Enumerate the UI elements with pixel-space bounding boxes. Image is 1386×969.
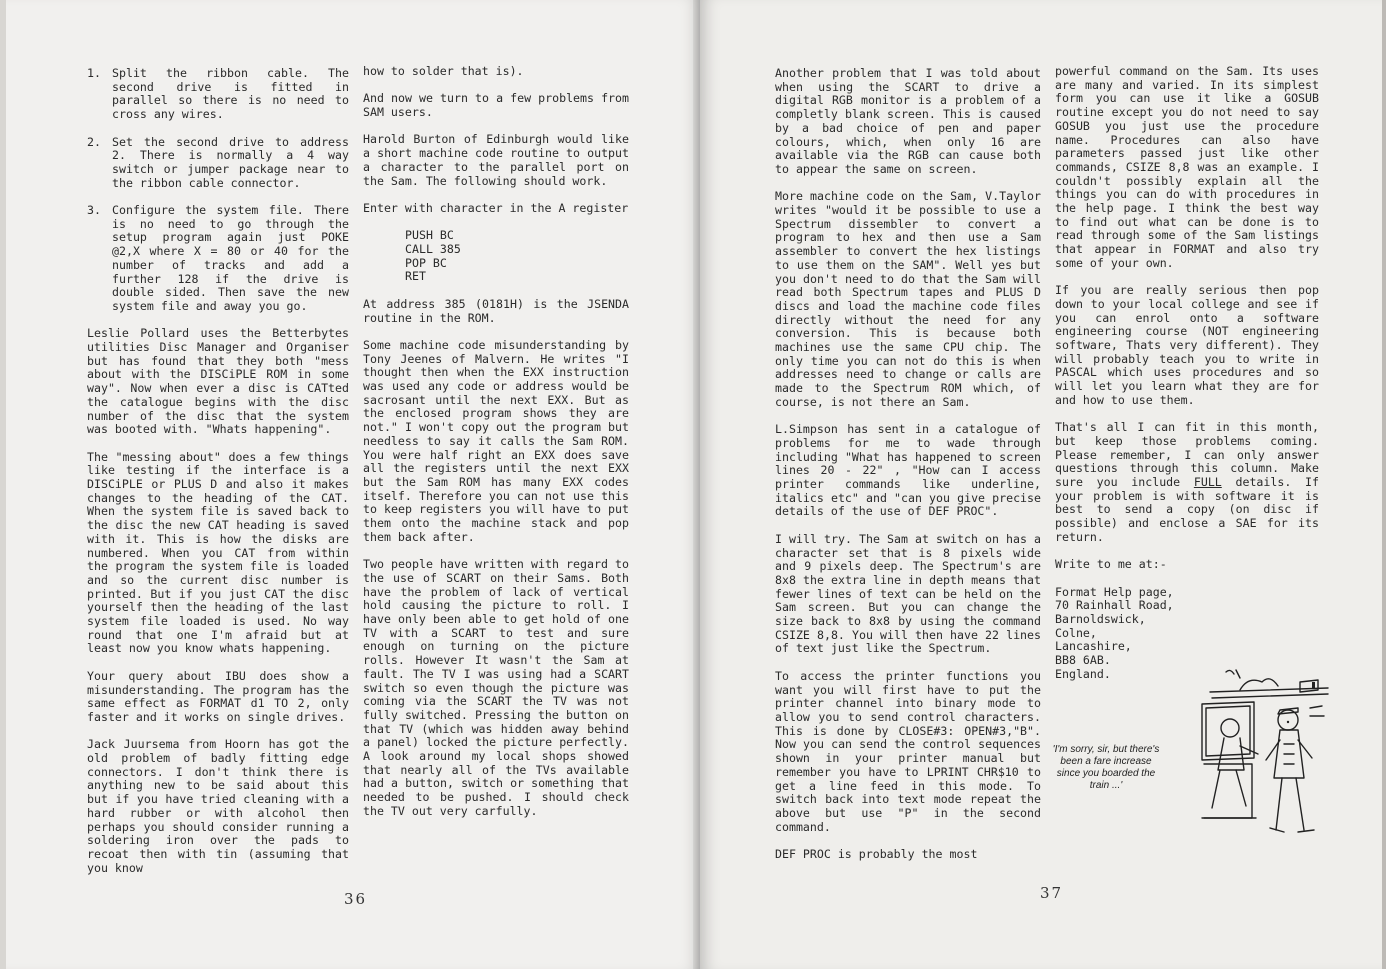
paragraph: The "messing about" does a few things like testing if the interface is a DISCiPLE or PLUS D and also it makes changes to the heading of the CAT. When the system file is saved back to the disc the new CAT heading is saved with it. This is how the disks are numbered. When you CAT from within the program the system file is loaded and so the current disc number is printed. But if you just CAT the disc yourself then the heading of the last system file loaded is used. No way round that one I'm afraid but at least now you know whats happening. [87,449,349,656]
address-line: Colne, [1055,625,1097,640]
page-number: 36 [344,890,368,908]
list-item: 3. Configure the system file. There is no need to go through the setup program again just POKE @2,X where X = 80 or 40 for the number of tracks and add a further 128 if the drive is double sided. Then save the new system file and away you go. [87,203,349,313]
address-line: England. [1055,666,1111,681]
paragraph: how to solder that is). [363,64,524,78]
code-line: POP BC [405,255,447,270]
address-line: Format Help page, [1055,584,1174,599]
address-line: BB8 6AB. [1055,653,1111,668]
page-edge [0,0,6,969]
paragraph: Your query about IBU does show a misunderstanding. The program has the same effect as FORMAT d1 TO 2, only faster and it works on single drives. [87,668,349,724]
paragraph: If you are really serious then pop down to your local college and see if you can enrol onto a software engineering course (NOT engineering software, Thats very different). They will probably teach you to write in PASCAL which uses procedures and so will let you learn what they are for and how to use them. [1055,283,1319,407]
list-item: 2. Set the second drive to address 2. There is normally a 4 way switch or jumper package near to the ribbon cable connector. [87,134,349,190]
address-line: Lancashire, [1055,639,1132,654]
code-line: PUSH BC [405,228,454,243]
cartoon-caption: 'I'm sorry, sir, but there's been a fare increase since you boarded the train ...' [1052,744,1160,791]
code-line: CALL 385 [405,242,461,257]
setup-steps-list [87,67,349,314]
paragraph: More machine code on the Sam, V.Taylor writes "would it be possible to use a Spectrum dissembler to convert a program to hex and then use a Sam assembler to convert the hex listings to use them on the SAM". Well yes but you don't need to do that the Sam will read both Spectrum tapes and PLUS D discs and load the machine code files directly without the need for any conversion. This is because both machines use the same CPU chip. The only time you can not do this is when addresses need to change or calls are made to the Spectrum ROM which, of course, is not there an Sam. [775,189,1041,409]
paragraph: And now we turn to a few problems from SAM users. [363,91,629,120]
left-column-2 [363,65,629,832]
code-line: RET [405,269,426,284]
paragraph: Two people have written with regard to the use of SCART on their Sams. Both have the problem of lack of vertical hold causing the picture to roll. I have only been able to get hold of one TV with a SCART to test and sure enough on turning on the picture rolls. However It wasn't the Sam at fault. The TV I was using had a SCART switch so even though the picture was coming via the SCART the TV was not fully switched. Pressing the button on that TV (which was hidden away behind a panel) locked the picture perfectly. A look around my local shops showed that nearly all of the TVs available had a button, switch or something that needed to be pushed. I should check the TV out very carfully. [363,557,629,818]
page-number: 37 [1040,884,1064,902]
paragraph: Jack Juursema from Hoorn has got the old problem of badly fitting edge connectors. I don't think there is anything new to be said about this but if you have tried cleaning with a hard rubber or with alcohol then perhaps you should consider running a soldering iron over the pads to recoat then with tin (assuming that you know [87,737,349,875]
paragraph: Leslie Pollard uses the Betterbytes utilities Disc Manager and Organiser but has found that they both "mess about with the DISCiPLE ROM in some way". Now when ever a disc is CATted the catalogue begins with the disc number of the disc that the system was booted with. "Whats happening". [87,326,349,437]
paragraph: To access the printer functions you want you will first have to put the printer channel into binary mode to allow you to send control characters. This is done by CLOSE#3: OPEN#3,"B". Now you can send the control sequences shown in your printer manual but remember you have to LPRINT CHR$10 to get a line feed in this mode. To switch back into text mode repeat the above but use "P" in the second command. [775,668,1041,834]
paragraph: DEF PROC is probably the most [775,847,978,861]
underlined-word: FULL [1193,475,1222,490]
code-listing [363,229,629,284]
left-column-1 [87,67,349,889]
list-item: 1. Split the ribbon cable. The second drive is fitted in parallel so there is no need to cross any wires. [87,66,349,122]
paragraph: powerful command on the Sam. Its uses are many and varied. In its simplest form you can use it like a GOSUB routine except you do not need to say GOSUB you just use the procedure name. Procedures can also have parameters passed just like other commands, CSIZE 8,8 was an example. I couldn't possibly explain all the things you can do with procedures in the help page. I think the best way to find out what can be done is to read through some of the Sam listings that appear in FORMAT and also try some of your own. [1055,64,1319,270]
paragraph: Harold Burton of Edinburgh would like a short machine code routine to output a character to the parallel port on the Sam. The following should work. [363,132,629,188]
paragraph: At address 385 (0181H) is the JSENDA routine in the ROM. [363,296,629,325]
train-cartoon-illustration [1200,668,1332,844]
page-edge [1382,0,1386,969]
paragraph: Enter with character in the A register [363,200,629,215]
address-line: Barnoldswick, [1055,612,1146,627]
right-column-2 [1055,65,1319,682]
paragraph: L.Simpson has sent in a catalogue of problems for me to wade through including "What has happened to screen lines 20 - 22" , "How can I access printer commands like underline, italics etc" and "can you give precise details of the use of DEF PROC". [775,422,1041,519]
paragraph: Some machine code misunderstanding by Tony Jeenes of Malvern. He writes "I thought then when the EXX instruction was used any code or address would be sacrosant until the next EXX. But as the enclosed program shows they are not." I won't copy out the program but needless to say it calls the Sam ROM. You were half right an EXX does save all the registers until the next EXX but the Sam ROM has many EXX codes itself. Therefore you can not use this to keep registers you will have to put them onto the machine stack and pop them back after. [363,337,629,544]
address-line: 70 Rainhall Road, [1055,598,1174,613]
paragraph: I will try. The Sam at switch on has a character set that is 8 pixels wide and 9 pixels deep. The Spectrum's are 8x8 the extra line in depth means that fewer lines of text can be held on the Sam screen. But you can change the size back to 8x8 by using the command CSIZE 8,8. You will then have 22 lines of text just like the Spectrum. [775,531,1041,656]
right-column-1 [775,67,1041,875]
write-to-label: Write to me at:- [1055,557,1167,572]
paragraph: That's all I can fit in this month, but keep those problems coming. Please remember, I can only answer questions through this column. Make sure you include FULL details. If your problem is with software it is best to send a copy (on disc if possible) and enclose a SAE for its return. [1055,420,1319,544]
paragraph: Another problem that I was told about when using the SCART to drive a digital RGB monitor is a problem of a completly blank screen. This is caused by a bad choice of pen and paper colours, which, when only 16 are available via the RGB can cause both to appear the same on screen. [775,66,1041,176]
